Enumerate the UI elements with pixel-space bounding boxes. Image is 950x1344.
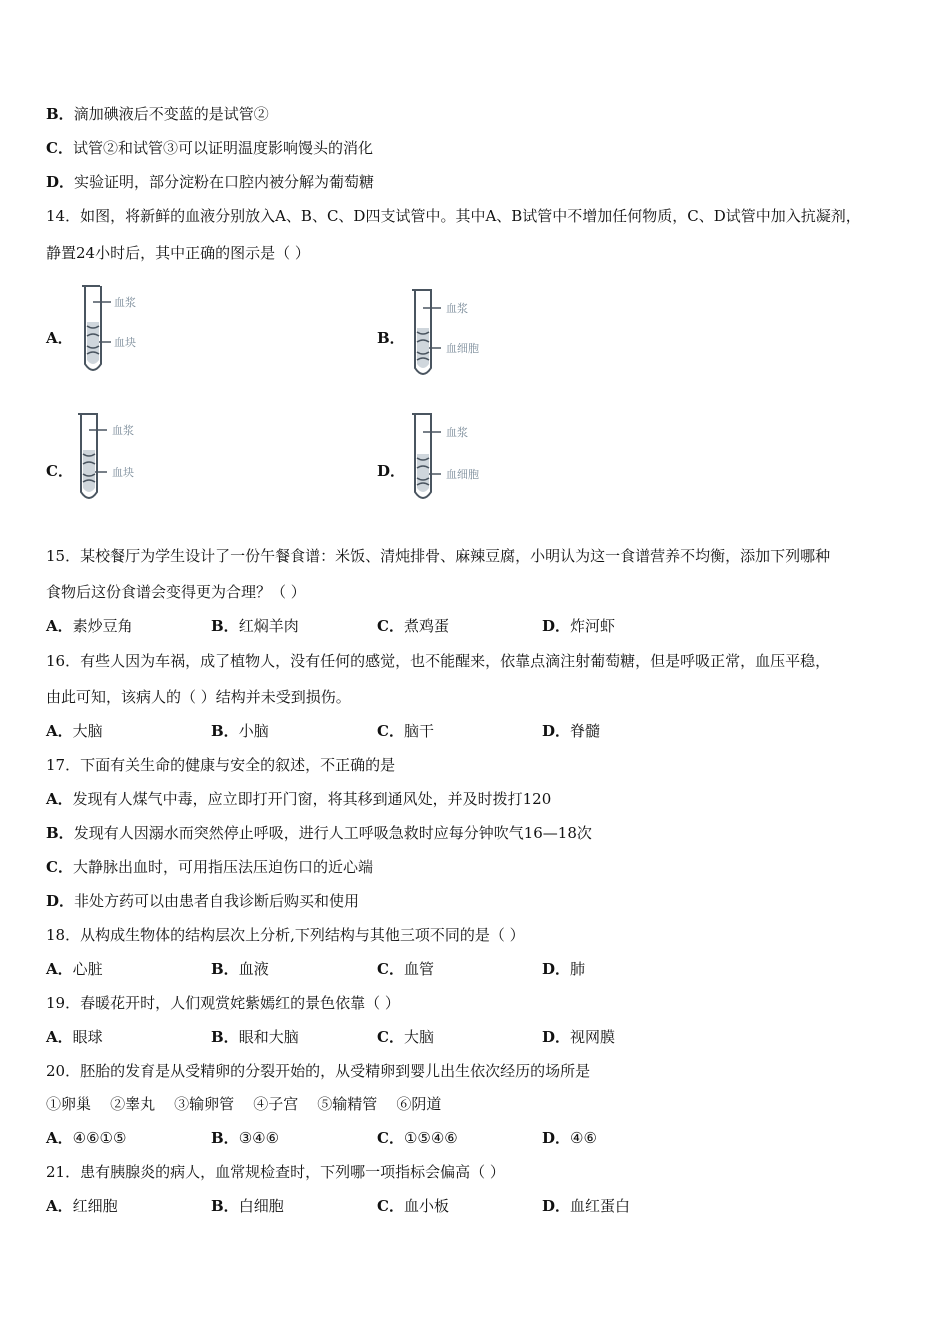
q14-option-c-tube	[74, 410, 154, 506]
q14-stem-line1: 14．如图，将新鲜的血液分别放入A、B、C、D四支试管中。其中A、B试管中不增加任何物质，C、D试管中加入抗凝剂，	[46, 207, 861, 225]
q14-option-b-tube	[408, 286, 498, 382]
q18-option-c: C．血管	[377, 960, 434, 978]
q21-option-a: A．红细胞	[46, 1197, 118, 1215]
q16-option-a: A．大脑	[46, 722, 103, 740]
q14-option-a-tube	[78, 282, 158, 378]
q14-a-label-bottom: 血块	[114, 336, 136, 349]
q17-option-d: D．非处方药可以由患者自我诊断后购买和使用	[46, 892, 360, 910]
q20-option-c: C．①⑤④⑥	[377, 1129, 458, 1147]
q19-stem: 19．春暖花开时，人们观赏姹紫嫣红的景色依靠（ ）	[46, 994, 400, 1012]
q16-stem-line1: 16．有些人因为车祸，成了植物人，没有任何的感觉，也不能醒来，依靠点滴注射葡萄糖，但是呼吸正常，血压平稳，	[46, 652, 831, 670]
q19-option-c: C．大脑	[377, 1028, 434, 1046]
q17-option-a: A．发现有人煤气中毒，应立即打开门窗，将其移到通风处，并及时拨打120	[46, 790, 552, 808]
q17-option-c: C．大静脉出血时，可用指压法压迫伤口的近心端	[46, 858, 373, 876]
q19-option-d: D．视网膜	[542, 1028, 616, 1046]
q14-b-label-top: 血浆	[446, 302, 468, 315]
q14-b-label-bottom: 血细胞	[446, 342, 479, 355]
q18-stem: 18．从构成生物体的结构层次上分析,下列结构与其他三项不同的是（ ）	[46, 926, 525, 944]
q18-option-d: D．肺	[542, 960, 586, 978]
q17-stem: 17．下面有关生命的健康与安全的叙述，不正确的是	[46, 756, 396, 774]
q21-option-b: B．白细胞	[211, 1197, 284, 1215]
q14-c-label-top: 血浆	[112, 424, 134, 437]
q16-option-b: B．小脑	[211, 722, 269, 740]
q14-c-label-bottom: 血块	[112, 466, 134, 479]
q14-d-label-top: 血浆	[446, 426, 468, 439]
q18-option-b: B．血液	[211, 960, 269, 978]
q15-option-d: D．炸河虾	[542, 617, 616, 635]
q14-option-c-letter: C．	[46, 462, 73, 480]
q16-option-c: C．脑干	[377, 722, 434, 740]
q21-stem: 21．患有胰腺炎的病人，血常规检查时，下列哪一项指标会偏高（ ）	[46, 1163, 505, 1181]
q15-option-b: B．红焖羊肉	[211, 617, 299, 635]
q20-stem: 20．胚胎的发育是从受精卵的分裂开始的，从受精卵到婴儿出生依次经历的场所是	[46, 1062, 591, 1080]
q21-option-d: D．血红蛋白	[542, 1197, 631, 1215]
q19-option-a: A．眼球	[46, 1028, 103, 1046]
q13-option-d: D．实验证明，部分淀粉在口腔内被分解为葡萄糖	[46, 173, 375, 191]
q14-option-d-letter: D．	[377, 462, 406, 480]
q17-option-b: B．发现有人因溺水而突然停止呼吸，进行人工呼吸急救时应每分钟吹气16—18次	[46, 824, 592, 842]
q15-stem-line2: 食物后这份食谱会变得更为合理？（ ）	[46, 583, 306, 601]
q20-option-a: A．④⑥①⑤	[46, 1129, 127, 1147]
q14-option-a-letter: A．	[46, 329, 73, 347]
q15-option-a: A．素炒豆角	[46, 617, 133, 635]
q14-d-label-bottom: 血细胞	[446, 468, 479, 481]
q14-option-b-letter: B．	[377, 329, 405, 347]
q18-option-a: A．心脏	[46, 960, 103, 978]
q15-stem-line1: 15．某校餐厅为学生设计了一份午餐食谱：米饭、清炖排骨、麻辣豆腐，小明认为这一食谱营养不均衡，添加下列哪种	[46, 547, 831, 565]
q20-option-d: D．④⑥	[542, 1129, 597, 1147]
q14-stem-line2: 静置24小时后，其中正确的图示是（ ）	[46, 244, 310, 262]
q14-a-label-top: 血浆	[114, 296, 136, 309]
q13-option-b: B．滴加碘液后不变蓝的是试管②	[46, 105, 269, 123]
q19-option-b: B．眼和大脑	[211, 1028, 299, 1046]
q13-option-c: C．试管②和试管③可以证明温度影响馒头的消化	[46, 139, 373, 157]
q16-option-d: D．脊髓	[542, 722, 601, 740]
q20-items: ①卵巢 ②睾丸 ③输卵管 ④子宫 ⑤输精管 ⑥阴道	[46, 1095, 442, 1113]
q14-option-d-tube	[408, 410, 498, 506]
q15-option-c: C．煮鸡蛋	[377, 617, 449, 635]
q16-stem-line2: 由此可知，该病人的（ ）结构并未受到损伤。	[46, 688, 351, 706]
q20-option-b: B．③④⑥	[211, 1129, 280, 1147]
q21-option-c: C．血小板	[377, 1197, 449, 1215]
